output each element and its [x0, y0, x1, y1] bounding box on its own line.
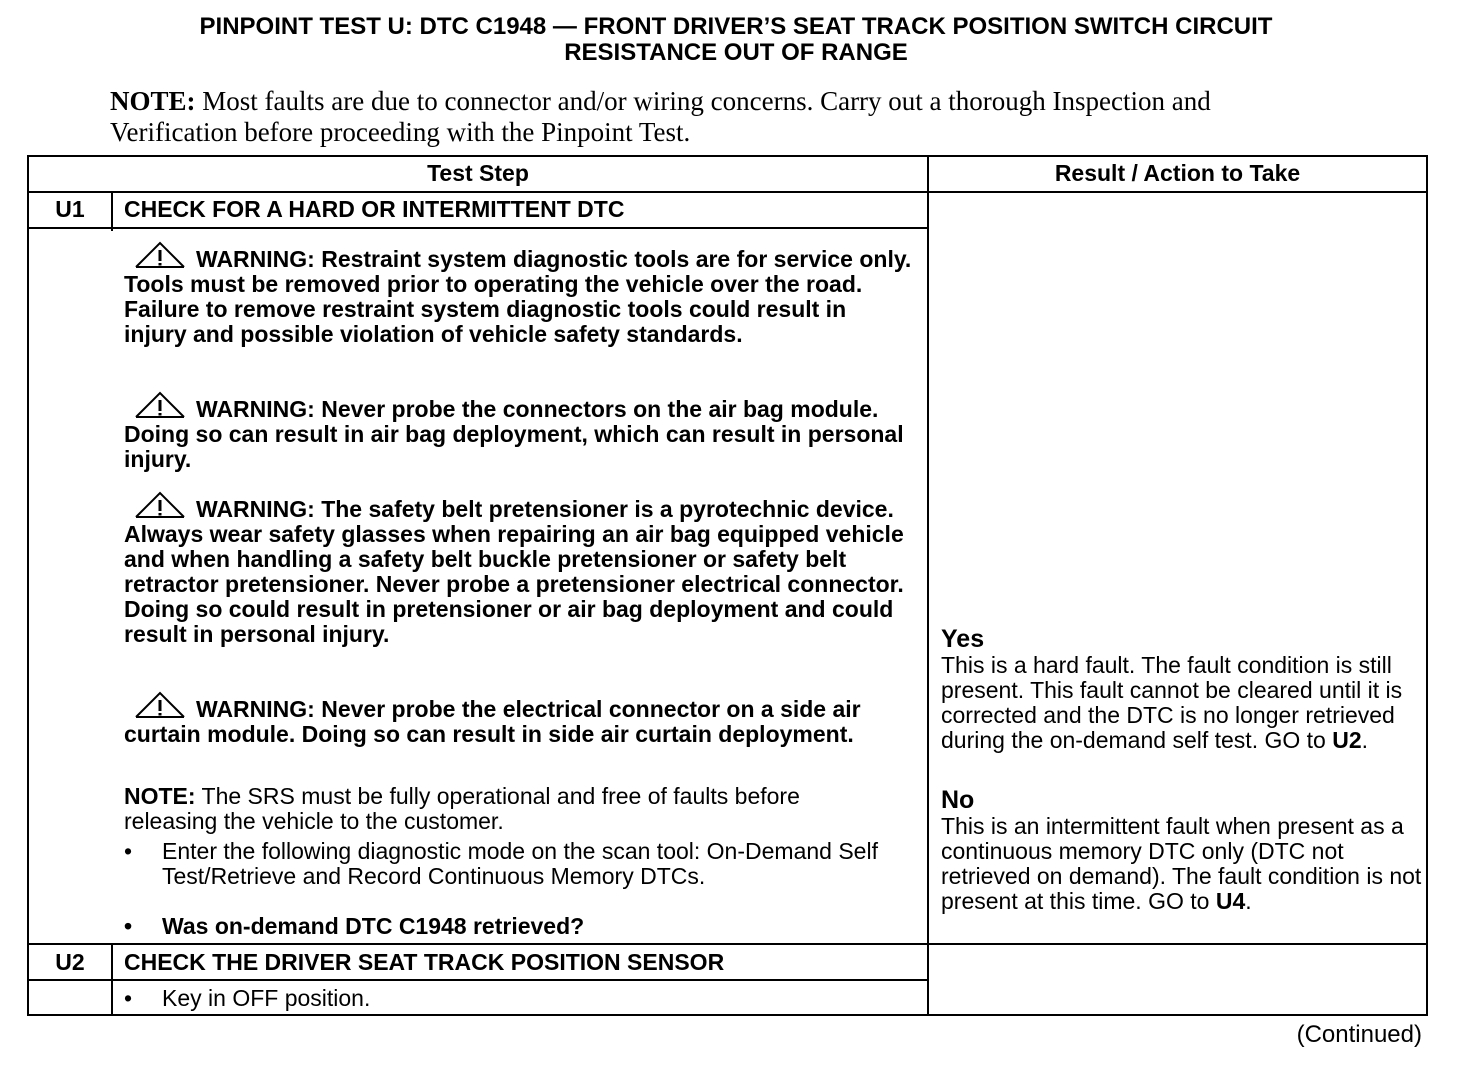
result-yes-label: Yes	[941, 625, 985, 653]
result-yes-text: This is a hard fault. The fault condition is still present. This fault cannot be cleared until it is corrected and the DTC is no longer retrieved during the on-demand self test. GO to	[941, 652, 1403, 753]
u1-bullet-1-text: Enter the following diagnostic mode on the scan tool: On-Demand Self Test/Retrieve and Record Continuous Memory DTCs.	[162, 838, 878, 889]
header-test-step: Test Step	[427, 160, 529, 186]
u2-bullet-1-text: Key in OFF position.	[162, 985, 371, 1011]
warning-2-text: WARNING: Never probe the connectors on the air bag module. Doing so can result in air bag deployment, which can result in personal injury.	[124, 396, 904, 472]
result-no-goto: U4	[1215, 888, 1246, 914]
page-title	[40, 14, 1432, 66]
top-note-text: Most faults are due to connector and/or wiring concerns. Carry out a thorough Inspection and Verification before proceeding with the Pinpoint Test.	[110, 86, 1211, 147]
bullet-dot: •	[124, 913, 133, 939]
step-title-u1: CHECK FOR A HARD OR INTERMITTENT DTC	[124, 196, 625, 222]
u1-note-text: The SRS must be fully operational and free of faults before releasing the vehicle to the customer.	[124, 783, 800, 834]
continued-label: (Continued)	[1296, 1021, 1422, 1048]
step-id-u2: U2	[55, 949, 85, 975]
u1-result-yes: Yes This is a hard fault. The fault condition is still present. This fault cannot be cleared until it is corrected and the DTC is no longer retrieved during the on-demand self test. GO to U2.	[941, 625, 1426, 753]
pinpoint-table	[27, 155, 1428, 1016]
warning-4	[124, 691, 914, 747]
u2-title-divider	[29, 979, 927, 981]
warning-triangle-icon	[134, 491, 186, 519]
u1-bullet-2-text: Was on-demand DTC C1948 retrieved?	[162, 913, 585, 939]
warning-3	[124, 491, 914, 647]
warning-3-text: WARNING: The safety belt pretensioner is a pyrotechnic device. Always wear safety glasses when repairing an air bag equipped vehicle and when handling a safety belt buckle pretensioner or safety belt retractor pretensioner. Never probe a pretensioner electrical connector. Doing so could result in pretensioner or air bag deployment and could result in personal injury.	[124, 496, 904, 647]
top-note-label: NOTE:	[110, 86, 196, 116]
warning-triangle-icon	[134, 691, 186, 719]
title-line-1: PINPOINT TEST U: DTC C1948 — FRONT DRIVER’S SEAT TRACK POSITION SWITCH CIRCUIT	[199, 13, 1273, 40]
step-id-u1: U1	[55, 196, 85, 222]
u1-note	[124, 784, 894, 834]
result-yes-goto: U2	[1332, 727, 1362, 753]
u1-bullet-2	[124, 914, 924, 939]
warning-triangle-icon	[134, 241, 186, 269]
bullet-dot: •	[124, 838, 133, 864]
u2-bullet-1	[124, 986, 924, 1011]
u1-bullet-1	[124, 839, 924, 914]
u1-title-divider	[29, 227, 927, 229]
header-result-action: Result / Action to Take	[1054, 160, 1301, 186]
result-no-label: No	[941, 786, 975, 814]
step-title-u2: CHECK THE DRIVER SEAT TRACK POSITION SENSOR	[124, 949, 725, 975]
header-divider	[29, 191, 1426, 193]
warning-triangle-icon	[134, 391, 186, 419]
u1-note-label: NOTE:	[124, 783, 196, 809]
u1-result-no: No This is an intermittent fault when present as a continuous memory DTC only (DTC not retrieved on demand). The fault condition is not present at this time. GO to U4.	[941, 786, 1426, 914]
title-line-2: RESISTANCE OUT OF RANGE	[564, 39, 908, 66]
warning-2	[124, 391, 914, 472]
column-divider-result	[927, 157, 929, 1014]
warning-4-text: WARNING: Never probe the electrical connector on a side air curtain module. Doing so can result in side air curtain deployment.	[124, 696, 861, 747]
warning-1	[124, 241, 914, 347]
column-divider-step-id-u1	[111, 193, 113, 231]
top-note	[110, 86, 1310, 148]
u2-row-divider	[29, 943, 1426, 945]
result-no-text: This is an intermittent fault when present as a continuous memory DTC only (DTC not retrieved on demand). The fault condition is not present at this time. GO to	[941, 813, 1422, 914]
bullet-dot: •	[124, 985, 133, 1011]
warning-1-text: WARNING: Restraint system diagnostic tools are for service only. Tools must be removed prior to operating the vehicle over the road. Failure to remove restraint system diagnostic tools could result in injury and possible violation of vehicle safety standards.	[124, 246, 912, 347]
